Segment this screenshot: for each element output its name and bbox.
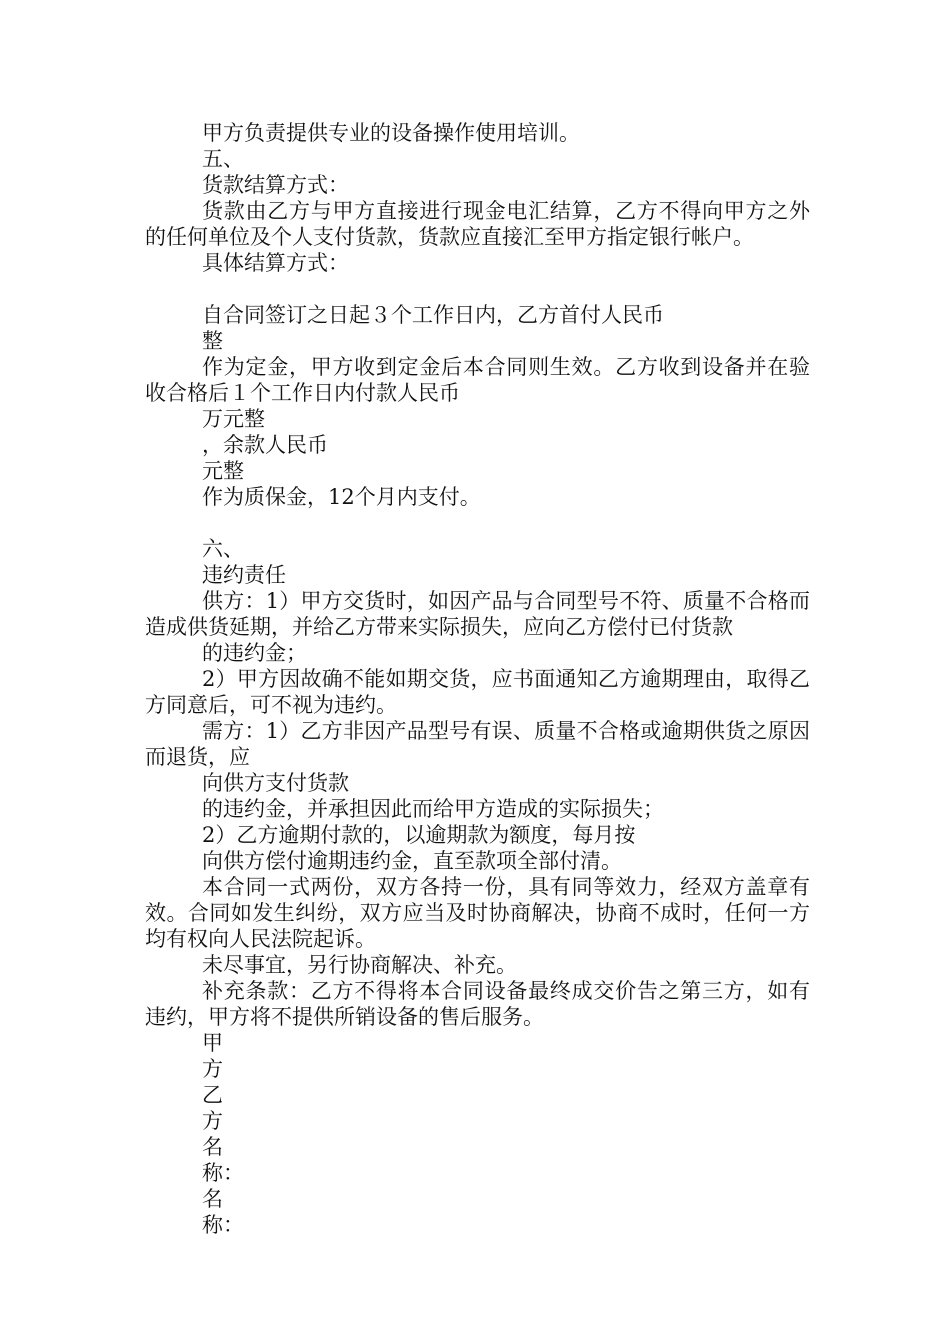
contract-body — [145, 120, 810, 1238]
contract-line: 万元整 — [202, 407, 265, 431]
contract-line: 甲 — [202, 1031, 223, 1055]
blank-line — [145, 276, 810, 302]
contract-line: 称： — [202, 1213, 244, 1237]
contract-line: 货款结算方式： — [202, 173, 349, 197]
contract-paragraph: 2）甲方因故确不能如期交货，应书面通知乙方逾期理由，取得乙方同意后，可不视为违约。 — [145, 667, 810, 717]
contract-line: 五、 — [202, 147, 244, 171]
contract-line: 具体结算方式： — [202, 251, 349, 275]
contract-paragraph: 补充条款：乙方不得将本合同设备最终成交价告之第三方，如有违约，甲方将不提供所销设备的售后服务。 — [145, 979, 810, 1029]
contract-line: 整 — [202, 329, 223, 353]
contract-line: 违约责任 — [202, 563, 286, 587]
contract-line: 称： — [202, 1161, 244, 1185]
contract-paragraph: 需方：1）乙方非因产品型号有误、质量不合格或逾期供货之原因而退货，应 — [145, 719, 810, 769]
contract-line: 的违约金，并承担因此而给甲方造成的实际损失； — [202, 797, 664, 821]
contract-line: 方 — [202, 1109, 223, 1133]
blank-line — [145, 510, 810, 536]
contract-line: 作为质保金，12个月内支付。 — [202, 485, 481, 509]
contract-line: 乙 — [202, 1083, 223, 1107]
contract-line: 甲方负责提供专业的设备操作使用培训。 — [202, 121, 580, 145]
contract-line: 的违约金； — [202, 641, 307, 665]
contract-line: 六、 — [202, 537, 244, 561]
contract-paragraph: 作为定金，甲方收到定金后本合同则生效。乙方收到设备并在验收合格后１个工作日内付款人民币 — [145, 355, 810, 405]
contract-line: 向供方支付货款 — [202, 771, 349, 795]
contract-paragraph: 货款由乙方与甲方直接进行现金电汇结算，乙方不得向甲方之外的任何单位及个人支付货款，货款应直接汇至甲方指定银行帐户。 — [145, 199, 810, 249]
contract-line: 方 — [202, 1057, 223, 1081]
contract-line: ，余款人民币 — [202, 433, 328, 457]
contract-line: 自合同签订之日起３个工作日内，乙方首付人民币 — [202, 303, 664, 327]
contract-line: 未尽事宜，另行协商解决、补充。 — [202, 953, 517, 977]
contract-line: 2）乙方逾期付款的，以逾期款为额度，每月按 — [202, 823, 636, 847]
contract-line: 向供方偿付逾期违约金，直至款项全部付清。 — [202, 849, 622, 873]
contract-paragraph: 本合同一式两份，双方各持一份，具有同等效力，经双方盖章有效。合同如发生纠纷，双方应当及时协商解决，协商不成时，任何一方均有权向人民法院起诉。 — [145, 875, 810, 951]
contract-paragraph: 供方：1）甲方交货时，如因产品与合同型号不符、质量不合格而造成供货延期，并给乙方带来实际损失，应向乙方偿付已付货款 — [145, 589, 810, 639]
contract-line: 名 — [202, 1187, 223, 1211]
contract-line: 名 — [202, 1135, 223, 1159]
contract-line: 元整 — [202, 459, 244, 483]
